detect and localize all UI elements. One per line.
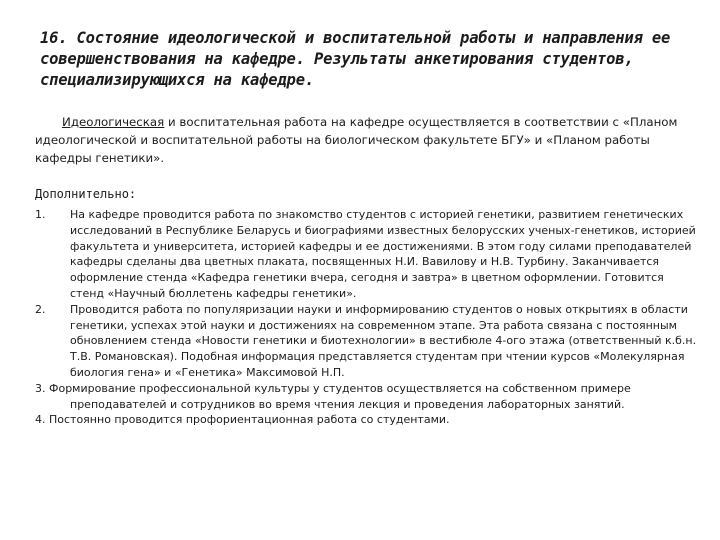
list-item-number: 3.: [35, 381, 46, 395]
intro-underlined-word: Идеологическая: [62, 115, 165, 129]
list-item-text: Формирование профессиональной культуры у студентов осуществляется на собственном примере преподавателей и сотрудников во время чтения лекция и проведения лабораторных занятий.: [49, 381, 631, 411]
list-item-number: 2.: [35, 302, 46, 316]
additional-list: [35, 207, 700, 428]
list-item-text: На кафедре проводится работа по знакомство студентов с историей генетики, развитием генетических исследований в Республике Беларусь и биографиями известных белорусских ученых-генетиков, историей факультета и университета, историей кафедры и ее достижениями. В этом году силами преподавателей кафедры сделаны два цветных плаката, посвященных Н.И. Вавилову и Н.В. Турбину. Заканчивается оформление стенда «Кафедра генетики вчера, сегодня и завтра» в цветном оформлении. Готовится стенд «Научный бюллетень кафедры генетики».: [70, 208, 696, 300]
list-item-3: [35, 381, 700, 413]
list-item-number: 4.: [35, 413, 46, 427]
list-item-line: [35, 381, 700, 413]
slide-title: 16. Состояние идеологической и воспитательной работы и направления ее совершенствования на кафедре. Результаты анкетирования студентов, специализирующихся на кафедре.: [40, 29, 671, 89]
list-item-1: [35, 207, 700, 302]
list-item-text: Постоянно проводится профориентационная работа со студентами.: [49, 413, 450, 427]
list-item-text: Проводится работа по популяризации науки и информированию студентов о новых открытиях в области генетики, успехах этой науки и достижениях на современном этапе. Эта работа связана с постоянным обновлением стенда «Новости генетики и биотехнологии» в вестибюле 4-ого этажа (ответственный к.б.н. Т.В. Романовская). Подобная информация представляется студентам при чтении курсов «Молекулярная биология гена» и «Генетика» Максимовой Н.П.: [70, 302, 697, 379]
list-item-2: [35, 302, 700, 381]
list-item-line: [35, 412, 700, 428]
intro-paragraph: [35, 113, 695, 167]
additional-heading: Дополнительно:: [35, 187, 137, 201]
intro-text: и воспитательная работа на кафедре осуществляется в соответствии с «Планом идеологической и воспитательной работы на биологическом факультете БГУ» и «Планом работы кафедры генетики».: [35, 115, 678, 165]
list-item-4: [35, 412, 700, 428]
list-item-number: 1.: [35, 208, 46, 221]
